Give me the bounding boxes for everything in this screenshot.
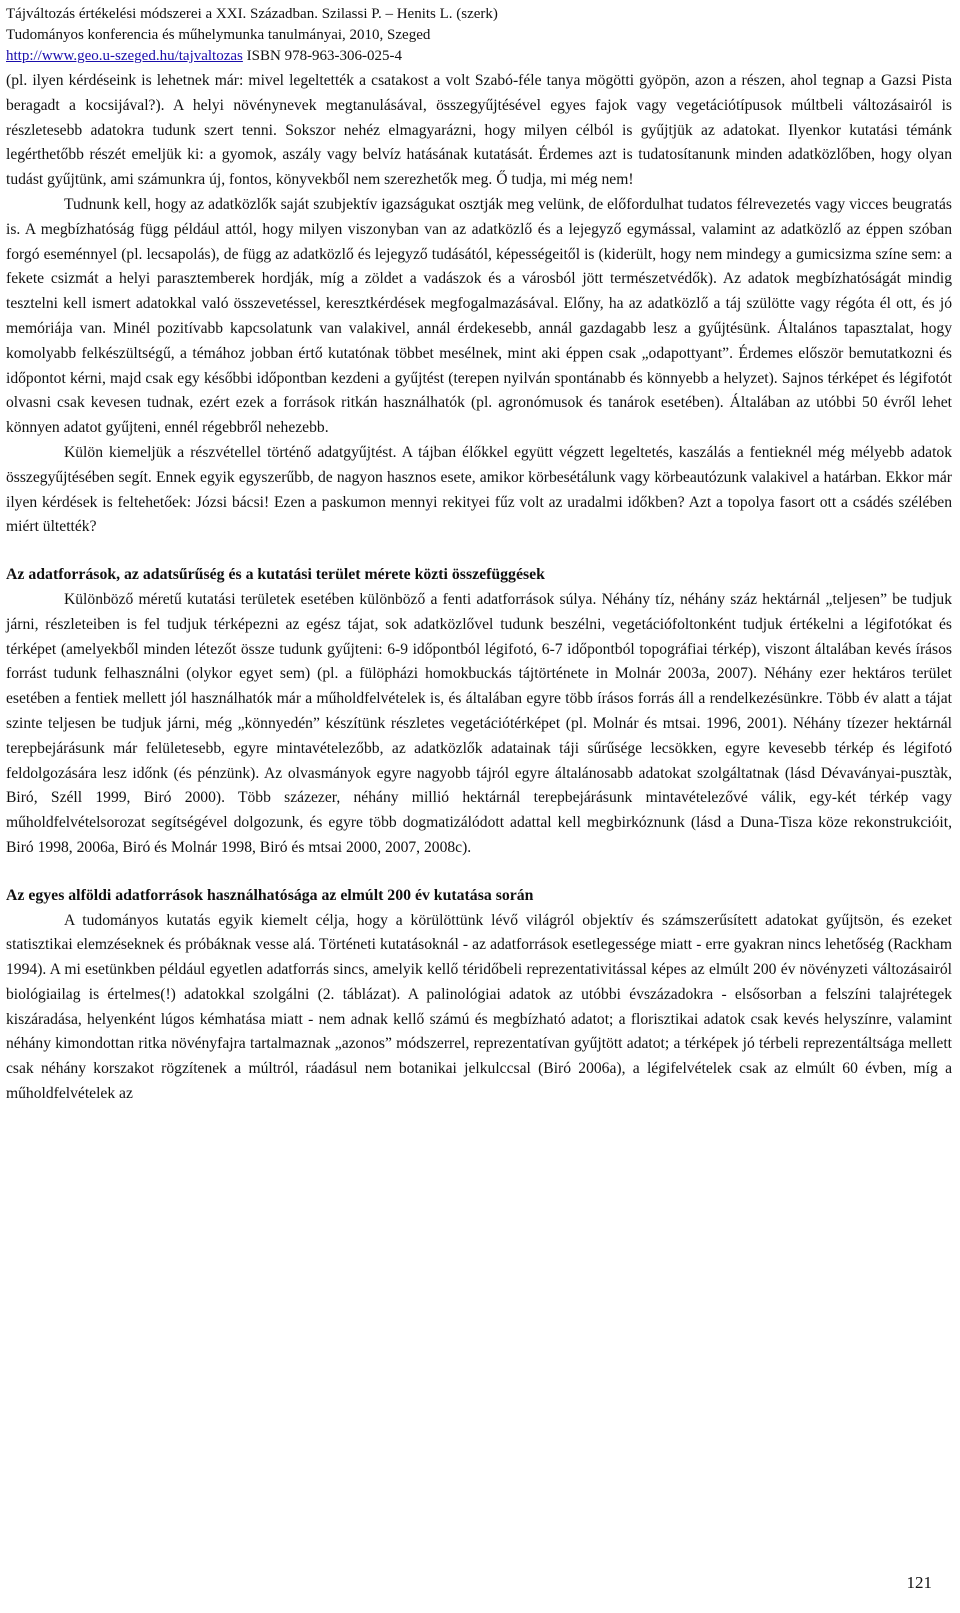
- page-header: [6, 4, 952, 67]
- paragraph-reliability: Tudnunk kell, hogy az adatközlők saját szubjektív igazságukat osztják meg velünk, de előfordulhat tudatos félrevezetés vagy vicces beugratás is. A megbízhatóság függ például attól, hogy milyen viszonyban van az adatközlő és a lejegyző egymással, valamint az adatközlő az éppen szóban forgó eseménnyel (pl. lecsapolás), de függ az adatközlő és lejegyző tudásától, képességeitől is (kiderült, hogy nem mindegy a gumicsizma színe sem: a fekete csizmát a helyi parasztemberek hordják, míg a zöldet a vadászok és a városból jött természetvédők). Az adatok megbízhatóságát mindig tesztelni kell ismert adatokkal való összevetéssel, keresztkérdések megfogalmazásával. Előny, ha az adatközlő a táj szülötte vagy régóta él ott, és jó memóriája van. Minél pozitívabb kapcsolatunk van valakivel, annál érdekesebb, annál gazdagabb lesz a gyűjtésünk. Általános tapasztalat, hogy komolyabb felkészültségű, a témához jobban értő kutatónak többet mesélnek, mint aki éppen csak „odapottyant”. Érdemes először bemutatkozni és időpontot kérni, majd csak egy későbbi időpontban kezdeni a gyűjtést (terepen nyilván spontánabb és könnyebb a helyzet). Sajnos térképet és légifotót olvasni csak kevesen tudnak, ezért ezek a források ritkán használhatók (pl. agronómusok és tanárok esetében). Általában az utóbbi 50 évről lehet könnyen adatot gyűjteni, ennél régebbről nehezebb.: [6, 195, 952, 437]
- header-url-line: [6, 46, 952, 67]
- paragraph-data-sources: A tudományos kutatás egyik kiemelt célja, hogy a körülöttünk lévő világról objektív és számszerűsített adatokat gyűjtsön, és ezeket statisztikai elemzéseknek és próbáknak vesse alá. Történeti kutatásoknál - az adatforrások esetlegessége miatt - erre gyakran nincs lehetőség (Rackham 1994). A mi esetünkben például egyetlen adatforrás sincs, amelyik kellő téridőbeli reprezentativitással képes az elmúlt 200 év növényzeti változásairól biológiailag is értelmes(!) adatokkal szolgálni (2. táblázat). A palinológiai adatok az utóbbi évszázadokra - elsősorban a felszíni talajrétegek kiszáradása, helyenként lúgos kémhatása miatt - nem adnak kellő számú és megbízható adatot; a florisztikai adatok csak kevés helyszínre, valamint néhány kimondottan ritka növényfajra tartalmaznak „azonos” módszerrel, reprezentatívan gyűjtött adatot; a térképek jó térbeli reprezentáltsága mellett csak néhány korszakot rögzítenek a múltról, ráadásul nem botanikai jelkulccsal (Biró 2006a), a légifelvételek csak az elmúlt 60 évben, míg a műholdfelvételek az: [6, 911, 952, 1103]
- page-number: 121: [906, 1573, 932, 1592]
- paragraph-participation: Külön kiemeljük a részvétellel történő adatgyűjtést. A tájban élőkkel együtt végzett legeltetés, kaszálás a fentieknél még mélyebb adatok összegyűjtésében segít. Ennek egyik egyszerűbb, de nagyon hasznos esete, amikor körbesétálunk vagy körbeautózunk valakivel a határban. Ekkor már ilyen kérdések is feltehetőek: Józsi bácsi! Ezen a paskumon mennyi rekityei fűz volt az uradalmi időkben? Azt a topolya fasort ott a csádés szélében miért ültették?: [6, 443, 952, 536]
- header-title: Tájváltozás értékelési módszerei a XXI. Században. Szilassi P. – Henits L. (szerk): [6, 6, 498, 22]
- paragraph-data-density: Különböző méretű kutatási területek esetében különböző a fenti adatforrások súlya. Néhány tíz, néhány száz hektárnál „teljesen” be tudjuk járni, részleteiben is fel tudjuk térképezni az egész tájat, sok adatközlővel tudunk beszélni, vegetációfoltonként tudjuk értékelni a légifotókat és térképet (amelyekből minden létezőt össze tudunk gyűjteni: 6-9 időpontból légifotó, 6-7 időpontból topográfiai térkép), viszont általában kevés írásos forrást tudunk felhasználni (olykor egyet sem) (pl. a fülöpházi homokbuckás tájtörténete in Molnár 2003a, 2007). Néhány ezer hektáros terület esetében a fentiek mellett jól használhatók már a műholdfelvételek is, és általában egyre több írásos forrás áll a rendelkezésünkre. Több év alatt a tájat szinte teljesen be tudjuk járni, még „könnyedén” készítünk részletes vegetációtérképet (pl. Molnár és mtsai. 1996, 2001). Néhány tízezer hektárnál terepbejárásunk már felületesebb, egyre mintavételezőbb, az adatközlők adatainak táji sűrűsége lecsökken, egyre kevesebb térkép és légifotó feldolgozására lesz időnk (és pénzünk). Az olvasmányok egyre nagyobb tájról egyre általánosabb adatokat szolgáltatnak (lásd Dévaványai-pusztàk, Biró, Széll 1999, Biró 2000). Több százezer, néhány millió hektárnál terepbejárásunk mintavételezővé válik, egy-két térkép vagy műholdfelvételsorozat segítségével dolgozunk, és egyre több dogmatizálódott adattal kell megbirkóznunk (lásd a Duna-Tisza köze rekonstrukcióit, Biró 1998, 2006a, Biró és Molnár 1998, Biró és mtsai 2000, 2007, 2008c).: [6, 590, 952, 856]
- section-heading-data-sources: Az egyes alföldi adatforrások használhatósága az elmúlt 200 év kutatása során: [6, 886, 534, 904]
- section-heading-data-density: Az adatforrások, az adatsűrűség és a kutatási terület mérete közti összefüggések: [6, 566, 545, 584]
- header-conference: Tudományos konferencia és műhelymunka tanulmányai, 2010, Szeged: [6, 27, 431, 43]
- paragraph-continuation: (pl. ilyen kérdéseink is lehetnek már: mivel legeltették a csatakost a volt Szabó-féle tanya mögötti gyöpön, azon a részen, ahol tegnap a Gazsi Pista beragadt a kocsijával?). A helyi növénynevek megtanulásával, összegyűjtésével egyes fajok vagy vegetációtípusok múltbeli változásairól is részletesebb adatokra tudunk szert tenni. Sokszor nehéz elmagyarázni, hogy milyen célból is gyűjtjük az adatokat. Ilyenkor kutatási témánk legérthetőbb részét emeljük ki: a gyomok, aszály vagy belvíz hatásának kutatását. Érdemes azt is tudatosítanunk minden adatközlőben, hogy olyan tudást gyűjtünk, ami számunkra új, fontos, könyvekből nem szerezhetők meg. Ő tudja, mi még nem!: [6, 72, 952, 189]
- header-url-link[interactable]: http://www.geo.u-szeged.hu/tajvaltozas: [6, 48, 243, 64]
- header-isbn: ISBN 978-963-306-025-4: [242, 48, 403, 64]
